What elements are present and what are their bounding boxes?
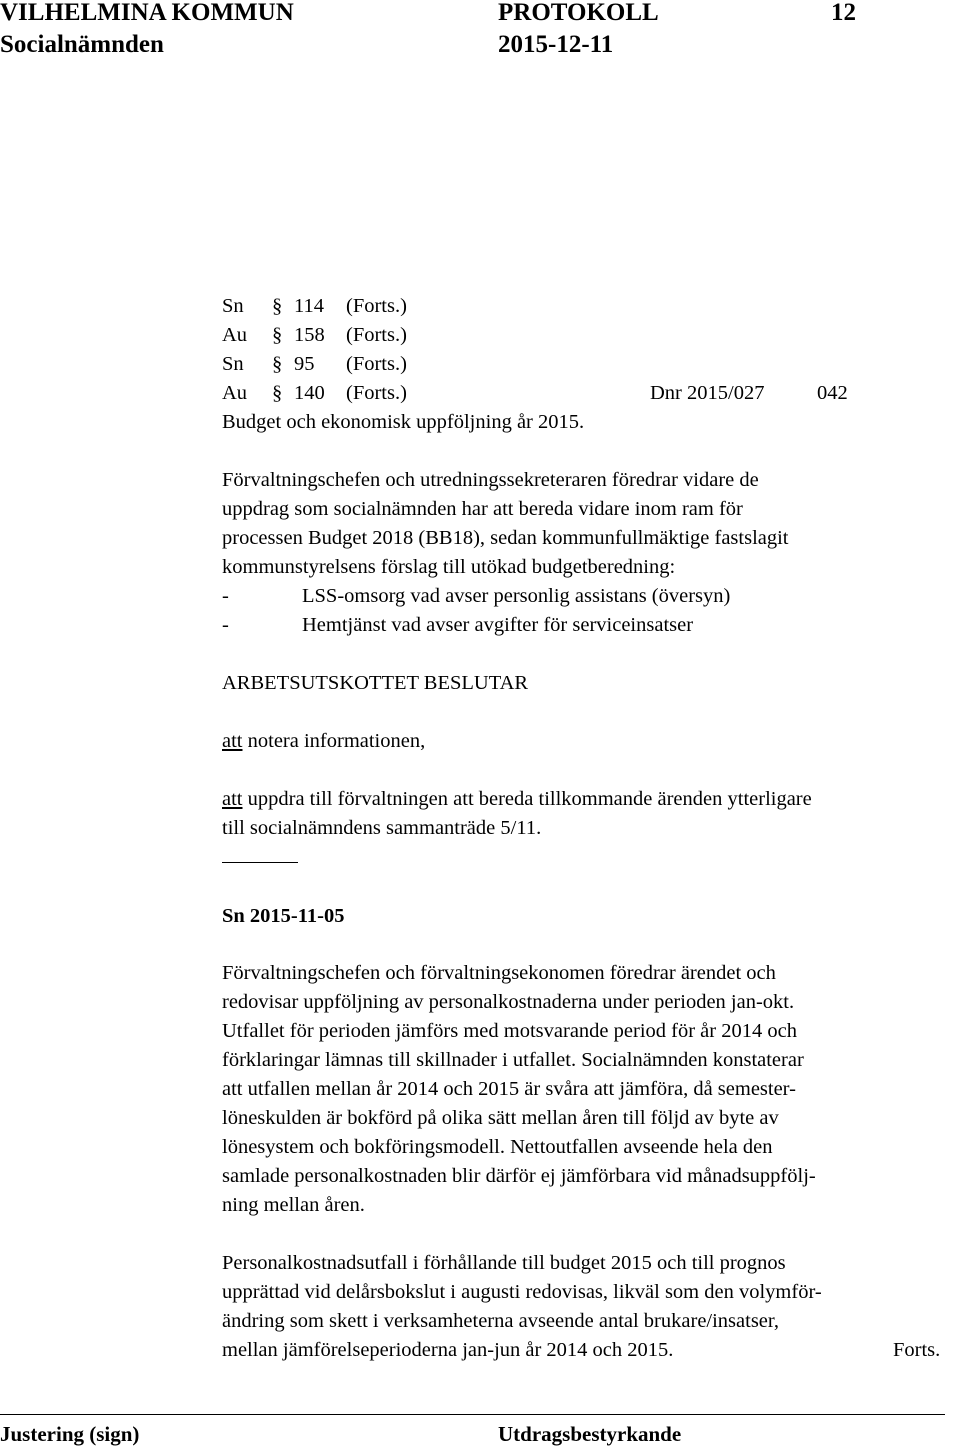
- paragraph-line: lönesystem och bokföringsmodell. Nettoutfallen avseende hela den: [222, 1136, 773, 1158]
- footer-rule: [0, 1414, 945, 1415]
- bullet-dash: -: [222, 585, 229, 607]
- paragraph-line: Förvaltningschefen och utredningssekreteraren föredrar vidare de: [222, 469, 759, 491]
- paragraph-line: processen Budget 2018 (BB18), sedan kommunfullmäktige fastslagit: [222, 527, 789, 549]
- paragraph-line: Utfallet för perioden jämförs med motsvarande period för år 2014 och: [222, 1020, 797, 1042]
- paragraph-line: samlade personalkostnaden blir därför ej jämförbara vid månadsuppfölj-: [222, 1165, 816, 1187]
- reference-number: 114: [294, 295, 324, 317]
- report-paragraph: [222, 959, 816, 1220]
- reference-body: Sn: [222, 353, 244, 375]
- reference-body: Au: [222, 324, 248, 346]
- justering-label: Justering (sign): [0, 1422, 140, 1446]
- reference-note: (Forts.): [346, 324, 407, 346]
- extract-certification-label: Utdragsbestyrkande: [498, 1422, 682, 1446]
- intro-paragraph: [222, 466, 789, 582]
- decision-text: uppdra till förvaltningen att bereda tillkommande ärenden ytterligare: [242, 788, 812, 810]
- decision-text-continued: till socialnämndens sammanträde 5/11.: [222, 817, 542, 839]
- reference-note: (Forts.): [346, 295, 407, 317]
- paragraph-line: ändring som skett i verksamheterna avseende antal brukare/insatser,: [222, 1310, 780, 1332]
- att-keyword: att: [222, 788, 243, 810]
- bullet-text: Hemtjänst vad avser avgifter för serviceinsatser: [302, 614, 694, 636]
- decision-heading: ARBETSUTSKOTTET BESLUTAR: [222, 672, 529, 694]
- paragraph-line: mellan jämförelseperioderna jan-jun år 2014 och 2015.: [222, 1339, 674, 1361]
- paragraph-line: Förvaltningschefen och förvaltningsekonomen föredrar ärendet och: [222, 962, 776, 984]
- decision-text: notera informationen,: [242, 730, 426, 752]
- bullet-text: LSS-omsorg vad avser personlig assistans (översyn): [302, 585, 731, 607]
- section-symbol: §: [272, 382, 283, 404]
- diary-code: 042: [817, 382, 848, 404]
- paragraph-line: kommunstyrelsens förslag till utökad budgetberedning:: [222, 556, 676, 578]
- reference-number: 140: [294, 382, 325, 404]
- continued-marker: Forts.: [893, 1339, 941, 1361]
- decision-item: [222, 785, 812, 814]
- reference-body: Au: [222, 382, 248, 404]
- reference-number: 158: [294, 324, 325, 346]
- municipality-name: VILHELMINA KOMMUN: [0, 0, 294, 26]
- paragraph-line: uppdrag som socialnämnden har att bereda vidare inom ram för: [222, 498, 743, 520]
- section-symbol: §: [272, 295, 283, 317]
- paragraph-line: redovisar uppföljning av personalkostnaderna under perioden jan-okt.: [222, 991, 795, 1013]
- section-symbol: §: [272, 353, 283, 375]
- paragraph-line: att utfallen mellan år 2014 och 2015 är svåra att jämföra, då semester-: [222, 1078, 796, 1100]
- subject-title: Budget och ekonomisk uppföljning år 2015.: [222, 411, 585, 433]
- paragraph-line: Personalkostnadsutfall i förhållande till budget 2015 och till prognos: [222, 1252, 786, 1274]
- meeting-date: 2015-12-11: [498, 31, 614, 58]
- committee-name: Socialnämnden: [0, 31, 164, 58]
- paragraph-line: löneskulden är bokförd på olika sätt mellan åren till följd av byte av: [222, 1107, 779, 1129]
- reference-body: Sn: [222, 295, 244, 317]
- att-keyword: att: [222, 730, 243, 752]
- decision-item: [222, 727, 425, 756]
- session-heading: Sn 2015-11-05: [222, 905, 345, 927]
- reference-note: (Forts.): [346, 353, 407, 375]
- paragraph-line: ning mellan åren.: [222, 1194, 365, 1216]
- cost-paragraph: [222, 1249, 822, 1365]
- paragraph-line: upprättad vid delårsbokslut i augusti redovisas, likväl som den volymför-: [222, 1281, 822, 1303]
- paragraph-line: förklaringar lämnas till skillnader i utfallet. Socialnämnden konstaterar: [222, 1049, 804, 1071]
- diary-number: Dnr 2015/027: [650, 382, 765, 404]
- reference-number: 95: [294, 353, 315, 375]
- page-number: 12: [831, 0, 856, 26]
- section-symbol: §: [272, 324, 283, 346]
- separator-line: [222, 862, 298, 863]
- reference-note: (Forts.): [346, 382, 407, 404]
- bullet-dash: -: [222, 614, 229, 636]
- document-type: PROTOKOLL: [498, 0, 659, 26]
